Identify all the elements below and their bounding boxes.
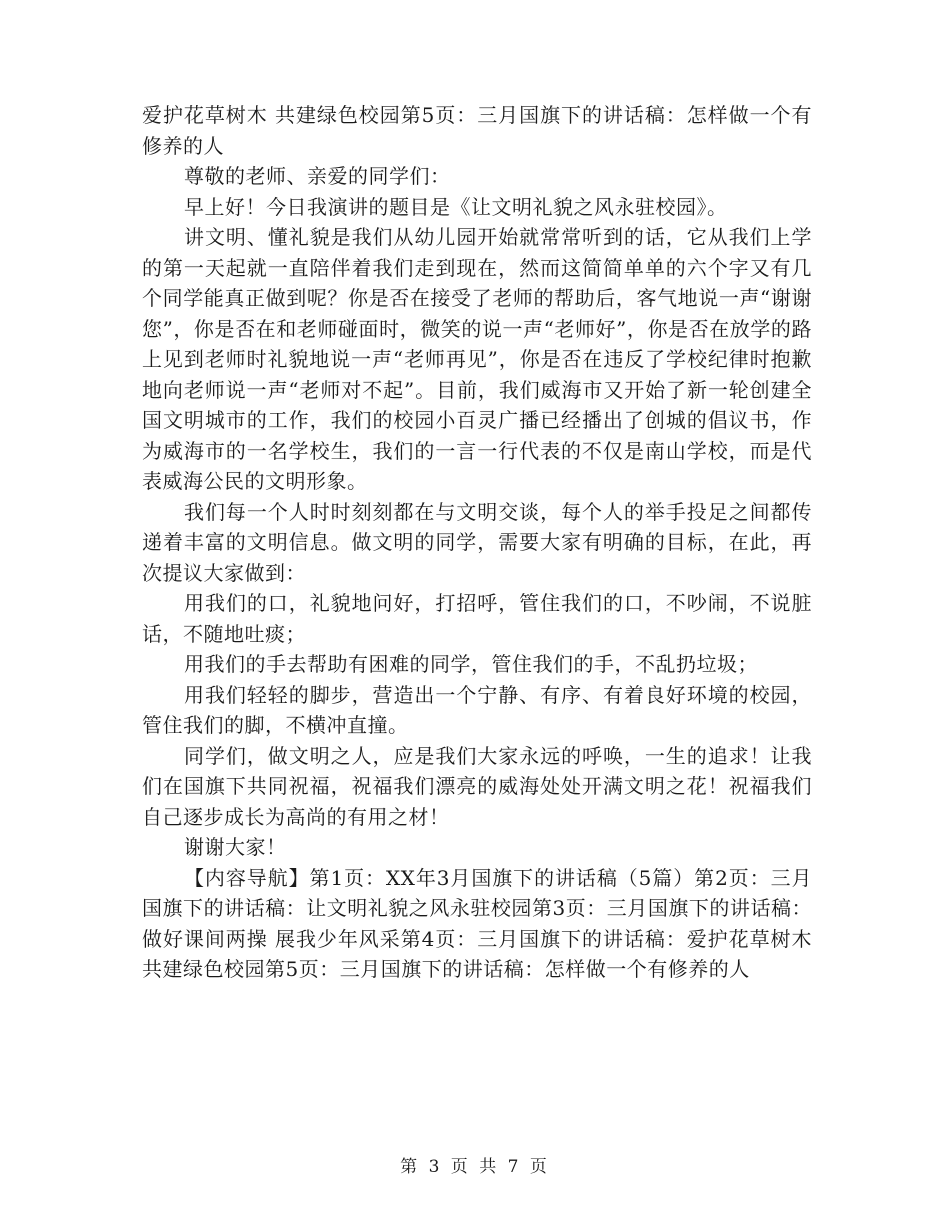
paragraph-continuation: 爱护花草树木 共建绿色校园第5页：三月国旗下的讲话稿：怎样做一个有修养的人 bbox=[142, 103, 812, 158]
paragraph-salutation: 尊敬的老师、亲爱的同学们： bbox=[184, 164, 451, 188]
paragraph-body: 我们每一个人时时刻刻都在与文明交谈，每个人的举手投足之间都传递着丰富的文明信息。做文明的同学，需要大家有明确的目标，在此，再次提议大家做到： bbox=[142, 499, 812, 585]
paragraph-body: 讲文明、懂礼貌是我们从幼儿园开始就常常听到的话，它从我们上学的第一天起就一直陪伴着我们走到现在，然而这简简单单的六个字又有几个同学能真正做到呢？你是否在接受了老师的帮助后，客气地说一声“谢谢您”，你是否在和老师碰面时，微笑的说一声“老师好”，你是否在放学的路上见到老师时礼貌地说一声“老师再见”，你是否在违反了学校纪律时抱歉地向老师说一声“老师对不起”。目前，我们威海市又开始了新一轮创建全国文明城市的工作，我们的校园小百灵广播已经播出了创城的倡议书，作为威海市的一名学校生，我们的一言一行代表的不仅是南山学校，而是代表威海公民的文明形象。 bbox=[142, 225, 812, 493]
paragraph-thanks: 谢谢大家！ bbox=[184, 835, 287, 859]
paragraph-list-item: 用我们的手去帮助有困难的同学，管住我们的手，不乱扔垃圾； bbox=[184, 652, 758, 676]
paragraph-list-item: 用我们轻轻的脚步，营造出一个宁静、有序、有着良好环境的校园，管住我们的脚，不横冲直撞。 bbox=[142, 682, 812, 737]
page-footer: 第 3 页 共 7 页 bbox=[400, 1157, 550, 1177]
paragraph-list-item: 用我们的口，礼貌地问好，打招呼，管住我们的口，不吵闹，不说脏话，不随地吐痰； bbox=[142, 591, 812, 646]
paragraph-content-navigation: 【内容导航】第1页：XX年3月国旗下的讲话稿（5篇）第2页：三月国旗下的讲话稿：让文明礼貌之风永驻校园第3页：三月国旗下的讲话稿：做好课间两操 展我少年风采第4页：三月国旗下的讲话稿：爱护花草树木 共建绿色校园第5页：三月国旗下的讲话稿：怎样做一个有修养的人 bbox=[142, 865, 812, 981]
paragraph-closing: 同学们，做文明之人，应是我们大家永远的呼唤，一生的追求！让我们在国旗下共同祝福，祝福我们漂亮的威海处处开满文明之花！祝福我们自己逐步成长为高尚的有用之材！ bbox=[142, 743, 812, 829]
document-body bbox=[142, 100, 812, 985]
paragraph-greeting: 早上好！今日我演讲的题目是《让文明礼貌之风永驻校园》。 bbox=[184, 194, 728, 219]
